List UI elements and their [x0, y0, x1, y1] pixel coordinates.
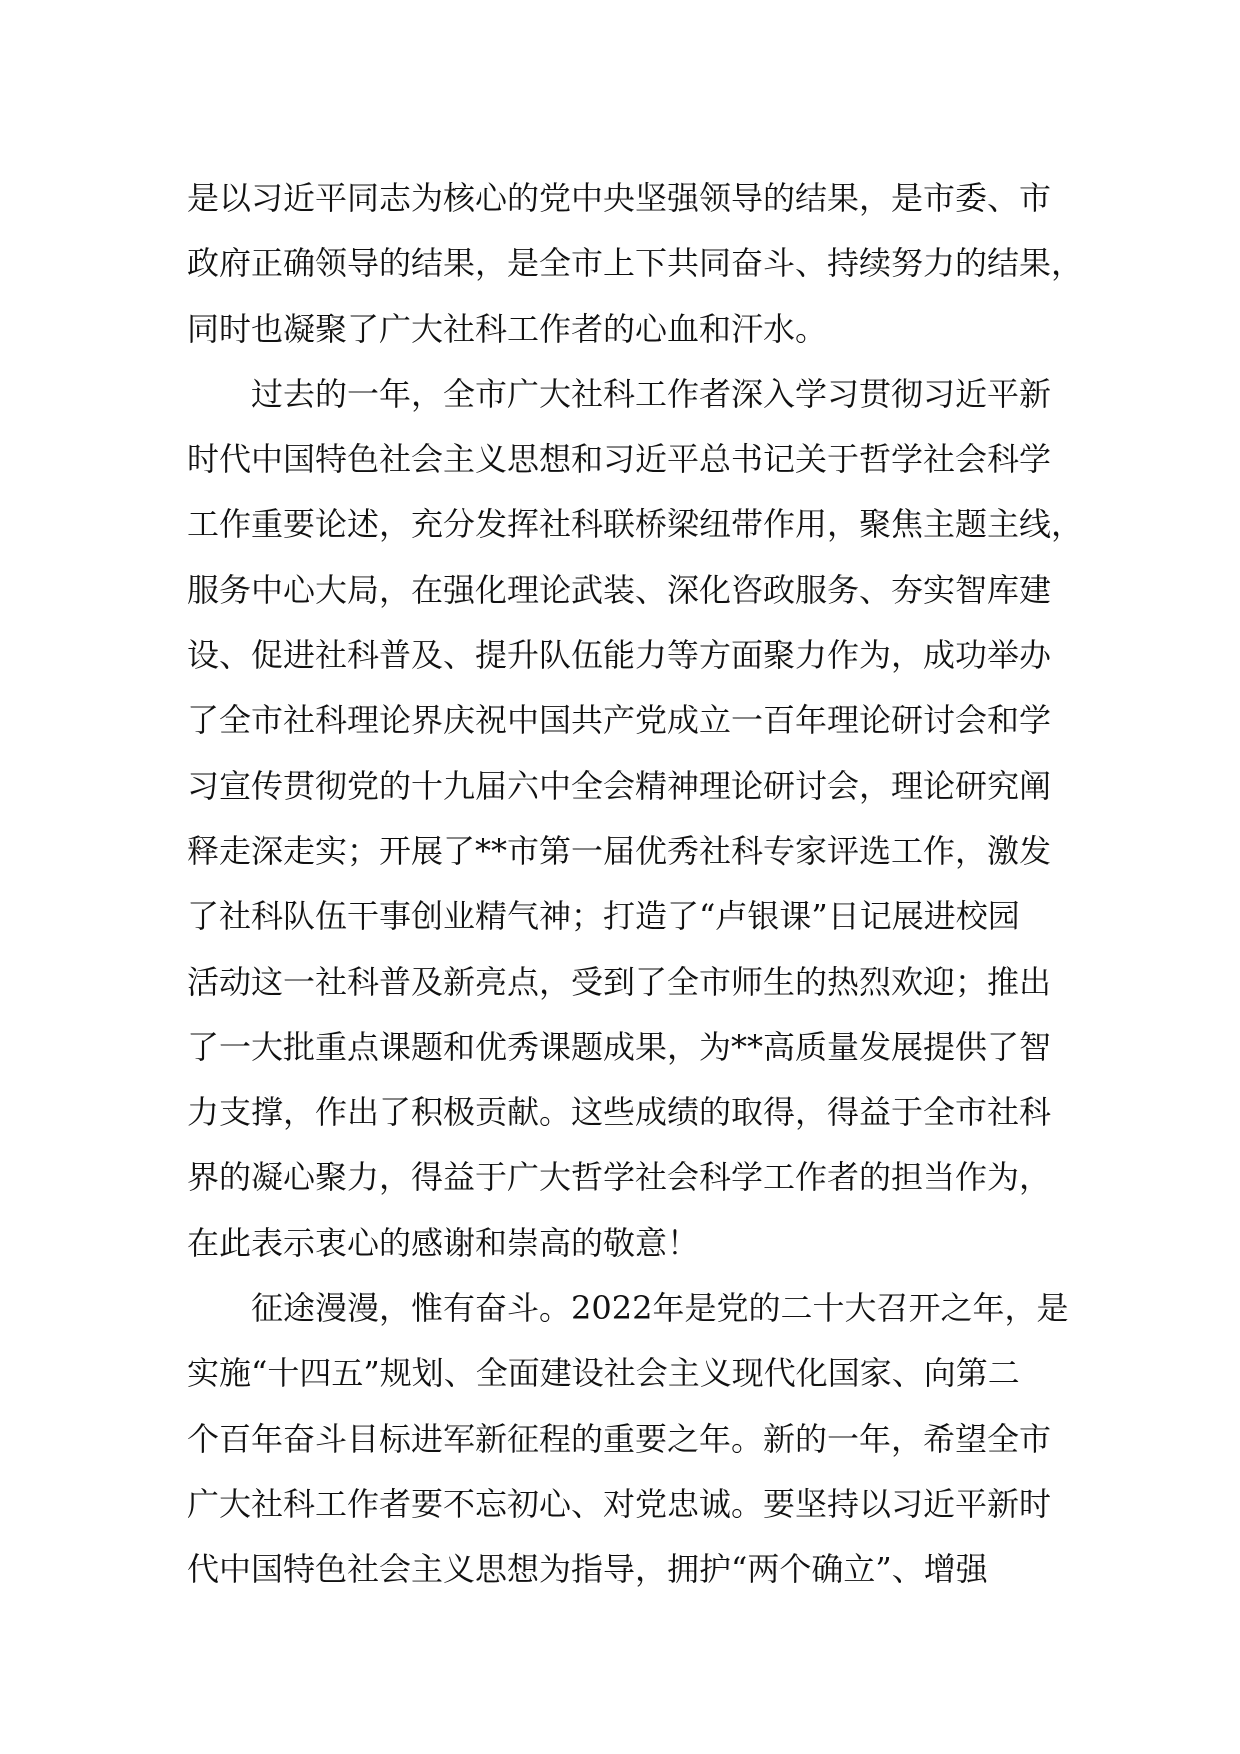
- paragraph-1: [187, 166, 1087, 362]
- text-line: 界的凝心聚力，得益于广大哲学社会科学工作者的担当作为，: [187, 1158, 1052, 1197]
- text-line: 设、促进社科普及、提升队伍能力等方面聚力作为，成功举办: [187, 636, 1052, 675]
- text-line: 了一大批重点课题和优秀课题成果，为**高质量发展提供了智: [187, 1027, 1052, 1066]
- text-line: 了全市社科理论界庆祝中国共产党成立一百年理论研讨会和学: [187, 701, 1052, 740]
- paragraph-3: [187, 1276, 1087, 1602]
- text-line: 过去的一年，全市广大社科工作者深入学习贯彻习近平新: [251, 374, 1052, 413]
- text-line: 习宣传贯彻党的十九届六中全会精神理论研讨会，理论研究阐: [187, 766, 1052, 805]
- text-line: 广大社科工作者要不忘初心、对党忠诚。要坚持以习近平新时: [187, 1484, 1052, 1523]
- text-line: 释走深走实；开展了**市第一届优秀社科专家评选工作，激发: [187, 831, 1052, 870]
- text-line: 了社科队伍干事创业精气神；打造了“卢银课”日记展进校园: [187, 897, 1020, 936]
- text-line: 工作重要论述，充分发挥社科联桥梁纽带作用，聚焦主题主线，: [187, 505, 1084, 544]
- text-line: 时代中国特色社会主义思想和习近平总书记关于哲学社会科学: [187, 440, 1052, 479]
- text-line: 代中国特色社会主义思想为指导，拥护“两个确立”、增强: [187, 1550, 988, 1589]
- text-line: 活动这一社科普及新亮点，受到了全市师生的热烈欢迎；推出: [187, 962, 1052, 1001]
- text-line: 在此表示衷心的感谢和崇高的敬意！: [187, 1223, 700, 1262]
- body-text: [187, 166, 1087, 1603]
- text-line: 服务中心大局，在强化理论武装、深化咨政服务、夯实智库建: [187, 570, 1052, 609]
- text-line: 征途漫漫，惟有奋斗。2022年是党的二十大召开之年，是: [251, 1289, 1069, 1328]
- text-line: 同时也凝聚了广大社科工作者的心血和汗水。: [187, 309, 828, 348]
- text-line: 实施“十四五”规划、全面建设社会主义现代化国家、向第二: [187, 1354, 1020, 1393]
- text-line: 个百年奋斗目标进军新征程的重要之年。新的一年，希望全市: [187, 1419, 1052, 1458]
- text-line: 是以习近平同志为核心的党中央坚强领导的结果，是市委、市: [187, 179, 1052, 217]
- text-line: 政府正确领导的结果，是全市上下共同奋斗、持续努力的结果，: [187, 244, 1084, 283]
- text-line: 力支撑，作出了积极贡献。这些成绩的取得，得益于全市社科: [187, 1093, 1052, 1132]
- paragraph-2: [187, 362, 1087, 1276]
